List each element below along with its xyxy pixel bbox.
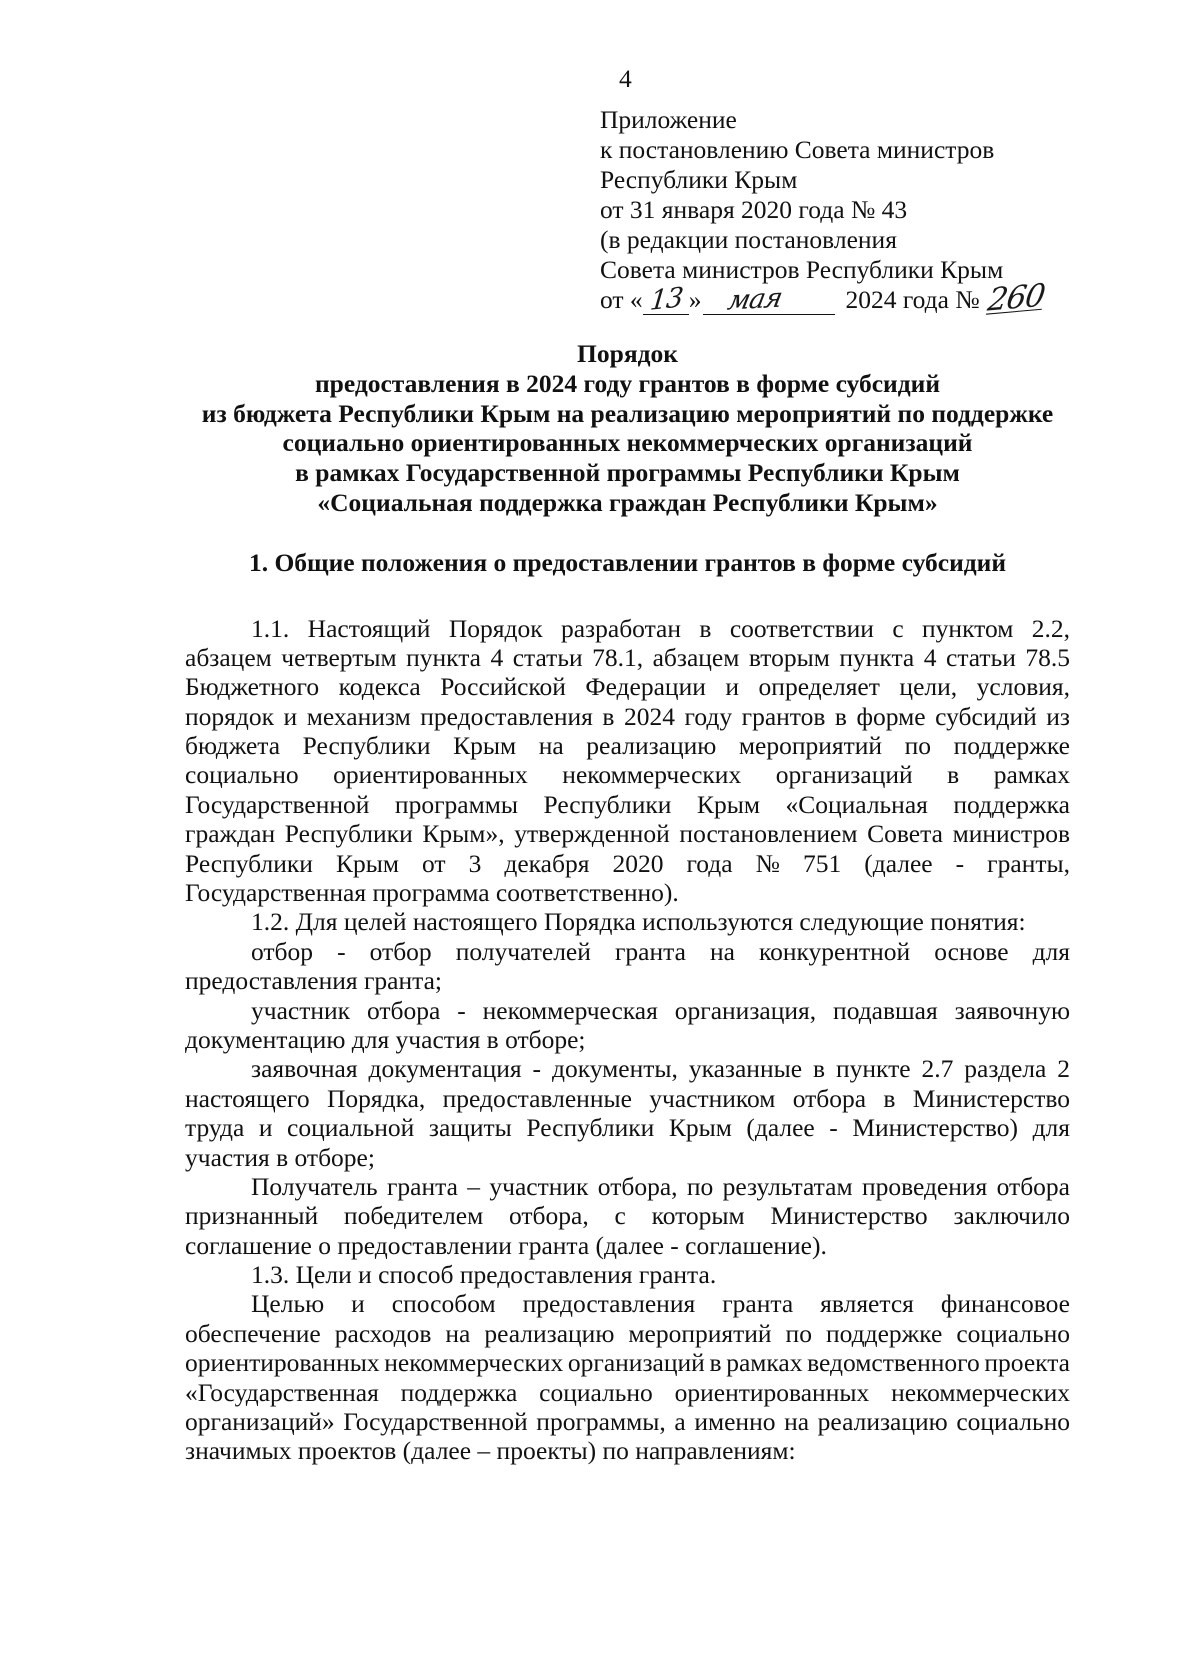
paragraph	[185, 937, 1070, 996]
paragraph-line	[185, 819, 1070, 848]
paragraph-line-text: настоящего Порядка, предоставленные участником отбора в Министерство	[185, 1083, 1070, 1113]
paragraph-line-text: признанный победителем отбора, с которым Министерство заключило	[185, 1201, 1070, 1231]
paragraph-line	[185, 996, 1070, 1025]
paragraph	[185, 907, 1070, 936]
paragraph-line-text: предоставления гранта;	[185, 966, 443, 996]
paragraph-line-text: Бюджетного кодекса Российской Федерации и определяет цели, условия,	[185, 672, 1070, 702]
paragraph-line	[185, 907, 1070, 936]
appendix-header	[600, 105, 1047, 319]
body-text	[185, 614, 1070, 1466]
paragraph-line-text: 1.3. Цели и способ предоставления гранта.	[251, 1260, 717, 1290]
paragraph-line	[185, 1348, 1070, 1377]
paragraph-line	[185, 702, 1070, 731]
paragraph-line-text: обеспечение расходов на реализацию мероприятий по поддержке социально	[185, 1318, 1070, 1348]
paragraph-line	[185, 1172, 1070, 1201]
paragraph-line-text: труда и социальной защиты Республики Крым (далее - Министерство) для	[185, 1113, 1070, 1143]
paragraph-line-text: граждан Республики Крым», утвержденной постановлением Совета министров	[185, 819, 1070, 849]
title-line: Порядок	[577, 339, 678, 368]
paragraph-line	[185, 1378, 1070, 1407]
document-title	[185, 339, 1070, 518]
paragraph-line-text: Целью и способом предоставления гранта является финансовое	[251, 1289, 1070, 1319]
paragraph-line-text: значимых проектов (далее – проекты) по направлениям:	[185, 1436, 796, 1466]
title-line: в рамках Государственной программы Республики Крым	[295, 458, 960, 488]
paragraph-line-text: порядок и механизм предоставления в 2024 году грантов в форме субсидий из	[185, 701, 1070, 731]
paragraph-line	[185, 1231, 1070, 1260]
paragraph-line-text: «Государственная поддержка социально ориентированных некоммерческих	[185, 1377, 1070, 1407]
title-line: социально ориентированных некоммерческих организаций	[282, 428, 973, 458]
paragraph-line	[185, 1260, 1070, 1289]
paragraph-line-text: Государственной программы Республики Крым «Социальная поддержка	[185, 789, 1070, 819]
paragraph-line	[185, 937, 1070, 966]
paragraph-line	[185, 1289, 1070, 1318]
paragraph	[185, 996, 1070, 1055]
paragraph-line-text: участник отбора - некоммерческая организация, подавшая заявочную	[251, 995, 1070, 1025]
date-prefix: от «	[600, 285, 643, 314]
month-blank	[703, 282, 835, 317]
appendix-line: Совета министров Республики Крым	[600, 255, 1004, 284]
appendix-date-line	[600, 277, 1047, 319]
paragraph-line-text: соглашение о предоставлении гранта (далее - соглашение).	[185, 1230, 827, 1260]
day-blank	[643, 282, 689, 317]
paragraph-line-text: абзацем четвертым пункта 4 статьи 78.1, абзацем вторым пункта 4 статьи 78.5	[185, 642, 1070, 672]
paragraph-line-text: документацию для участия в отборе;	[185, 1024, 586, 1054]
page-number: 4	[619, 64, 632, 93]
paragraph-line-text: бюджета Республики Крым на реализацию мероприятий по поддержке	[185, 731, 1070, 761]
appendix-line: (в редакции постановления	[600, 225, 897, 254]
handwritten-month: мая	[724, 282, 785, 317]
paragraph	[185, 1260, 1070, 1289]
paragraph-line	[185, 1436, 1070, 1465]
paragraph-line	[185, 614, 1070, 643]
appendix-line: от 31 января 2020 года № 43	[600, 195, 908, 224]
paragraph	[185, 1054, 1070, 1172]
handwritten-number: 260	[984, 277, 1047, 319]
paragraph-line	[185, 1054, 1070, 1083]
paragraph-line	[185, 760, 1070, 789]
paragraph-line-text: участия в отборе;	[185, 1142, 375, 1172]
paragraph-line-text: отбор - отбор получателей гранта на конкурентной основе для	[251, 936, 1070, 966]
paragraph-line-text: заявочная документация - документы, указанные в пункте 2.7 раздела 2	[251, 1054, 1070, 1084]
title-line: «Социальная поддержка граждан Республики Крым»	[317, 487, 938, 517]
handwritten-day: 13	[647, 282, 684, 317]
paragraph-line	[185, 1143, 1070, 1172]
paragraph-line	[185, 731, 1070, 760]
appendix-line: Приложение	[600, 105, 737, 134]
paragraph-line-text: 1.2. Для целей настоящего Порядка используются следующие понятия:	[251, 907, 1026, 937]
paragraph-line-text: Республики Крым от 3 декабря 2020 года № 751 (далее - гранты,	[185, 848, 1070, 878]
paragraph-line	[185, 790, 1070, 819]
paragraph-line-text: организаций» Государственной программы, а именно на реализацию социально	[185, 1407, 1070, 1437]
paragraph-line	[185, 878, 1070, 907]
paragraph-line-text: ориентированных некоммерческих организаций в рамках ведомственного проекта	[185, 1348, 1070, 1378]
paragraph-line	[185, 1025, 1070, 1054]
paragraph-line	[185, 1201, 1070, 1230]
paragraph-line	[185, 849, 1070, 878]
paragraph	[185, 614, 1070, 908]
section-heading: 1. Общие положения о предоставлении грантов в форме субсидий	[248, 548, 1007, 577]
paragraph-line	[185, 643, 1070, 672]
paragraph-line	[185, 672, 1070, 701]
paragraph-line	[185, 1084, 1070, 1113]
title-line: из бюджета Республики Крым на реализацию мероприятий по поддержке	[201, 398, 1054, 428]
paragraph-line	[185, 1319, 1070, 1348]
appendix-line: к постановлению Совета министров	[600, 135, 995, 164]
date-close-quote: »	[688, 285, 702, 314]
paragraph-line	[185, 1113, 1070, 1142]
paragraph-line	[185, 966, 1070, 995]
paragraph-line-text: Государственная программа соответственно).	[185, 878, 679, 908]
paragraph-line-text: социально ориентированных некоммерческих организаций в рамках	[185, 760, 1070, 790]
title-line: предоставления в 2024 году грантов в форме субсидий	[314, 368, 941, 398]
paragraph-line-text: Получатель гранта – участник отбора, по результатам проведения отбора	[251, 1171, 1070, 1201]
date-suffix: 2024 года №	[845, 285, 980, 314]
paragraph	[185, 1289, 1070, 1465]
paragraph	[185, 1172, 1070, 1260]
paragraph-line-text: 1.1. Настоящий Порядок разработан в соответствии с пунктом 2.2,	[251, 613, 1070, 643]
appendix-line: Республики Крым	[600, 165, 798, 194]
paragraph-line	[185, 1407, 1070, 1436]
